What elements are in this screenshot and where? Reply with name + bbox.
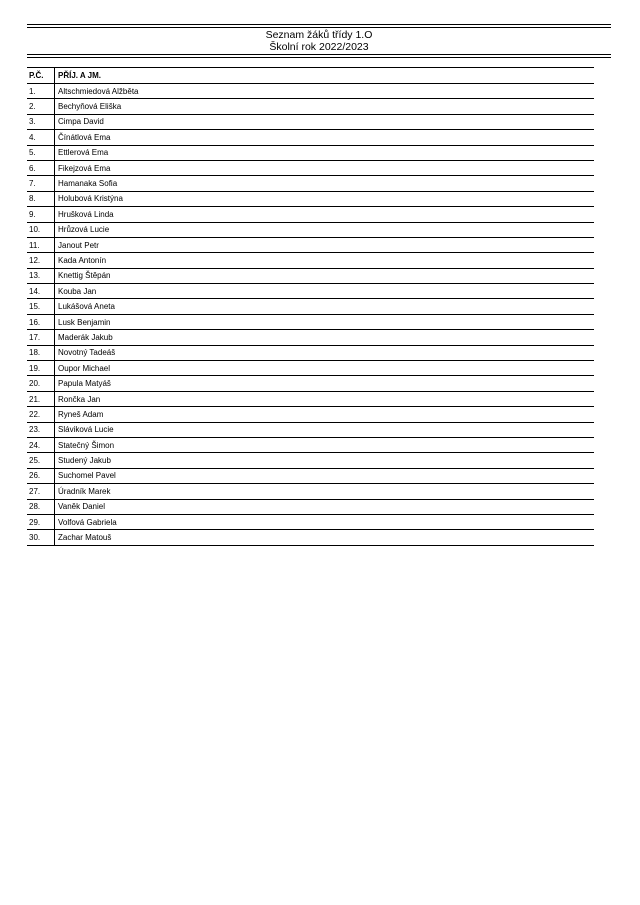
table-row [27,468,594,483]
table-row [27,391,594,406]
row-number: 4. [27,130,55,145]
table-row [27,453,594,468]
row-number: 1. [27,84,55,99]
table-row [27,268,594,283]
student-name: Papula Matyáš [55,376,595,391]
row-number: 21. [27,391,55,406]
student-name: Bechyňová Eliška [55,99,595,114]
table-row [27,530,594,545]
table-row [27,114,594,129]
row-number: 27. [27,484,55,499]
student-name: Hamanaka Sofia [55,176,595,191]
student-name: Úradník Marek [55,484,595,499]
student-table-wrap [27,67,594,546]
row-number: 29. [27,514,55,529]
table-row [27,237,594,252]
row-number: 24. [27,437,55,452]
student-name: Suchomel Pavel [55,468,595,483]
student-name: Zachar Matouš [55,530,595,545]
row-number: 15. [27,299,55,314]
row-number: 6. [27,160,55,175]
table-row [27,191,594,206]
table-row [27,376,594,391]
student-name: Ettlerová Ema [55,145,595,160]
table-row [27,407,594,422]
student-name: Hrůzová Lucie [55,222,595,237]
student-name: Rončka Jan [55,391,595,406]
student-name: Cimpa David [55,114,595,129]
row-number: 14. [27,284,55,299]
row-number: 2. [27,99,55,114]
row-number: 30. [27,530,55,545]
table-row [27,145,594,160]
row-number: 22. [27,407,55,422]
table-row [27,514,594,529]
column-header-number: P.Č. [27,68,55,84]
row-number: 18. [27,345,55,360]
row-number: 11. [27,237,55,252]
table-row [27,176,594,191]
student-name: Knettig Štěpán [55,268,595,283]
student-name: Kouba Jan [55,284,595,299]
student-name: Holubová Kristýna [55,191,595,206]
row-number: 12. [27,253,55,268]
table-row [27,160,594,175]
document-page [27,24,611,546]
student-name: Sláviková Lucie [55,422,595,437]
table-row [27,345,594,360]
row-number: 19. [27,361,55,376]
page-subtitle: Školní rok 2022/2023 [269,41,369,53]
table-body [27,84,594,546]
row-number: 8. [27,191,55,206]
header-bottom-rule [27,54,611,58]
table-row [27,222,594,237]
header-title-block [27,28,611,54]
student-name: Čínátlová Ema [55,130,595,145]
table-row [27,484,594,499]
student-name: Ryneš Adam [55,407,595,422]
table-row [27,422,594,437]
row-number: 5. [27,145,55,160]
row-number: 9. [27,207,55,222]
row-number: 25. [27,453,55,468]
table-row [27,253,594,268]
student-name: Volfová Gabriela [55,514,595,529]
student-table [27,67,594,546]
row-number: 28. [27,499,55,514]
student-name: Altschmiedová Alžběta [55,84,595,99]
student-name: Janout Petr [55,237,595,252]
row-number: 7. [27,176,55,191]
table-row [27,437,594,452]
table-row [27,361,594,376]
row-number: 26. [27,468,55,483]
student-name: Statečný Šimon [55,437,595,452]
table-row [27,299,594,314]
table-row [27,99,594,114]
row-number: 17. [27,330,55,345]
student-name: Vaněk Daniel [55,499,595,514]
page-title: Seznam žáků třídy 1.O [265,29,373,41]
column-header-name: PŘÍJ. A JM. [55,68,595,84]
table-row [27,84,594,99]
row-number: 13. [27,268,55,283]
row-number: 16. [27,314,55,329]
row-number: 3. [27,114,55,129]
student-name: Kada Antonín [55,253,595,268]
table-row [27,499,594,514]
table-row [27,207,594,222]
student-name: Novotný Tadeáš [55,345,595,360]
table-row [27,284,594,299]
table-row [27,330,594,345]
student-name: Oupor Michael [55,361,595,376]
table-row [27,130,594,145]
table-header-row [27,68,594,84]
row-number: 20. [27,376,55,391]
row-number: 23. [27,422,55,437]
student-name: Maderák Jakub [55,330,595,345]
student-name: Hrušková Linda [55,207,595,222]
student-name: Fikejzová Ema [55,160,595,175]
student-name: Lusk Benjamin [55,314,595,329]
row-number: 10. [27,222,55,237]
table-row [27,314,594,329]
student-name: Lukášová Aneta [55,299,595,314]
student-name: Studený Jakub [55,453,595,468]
